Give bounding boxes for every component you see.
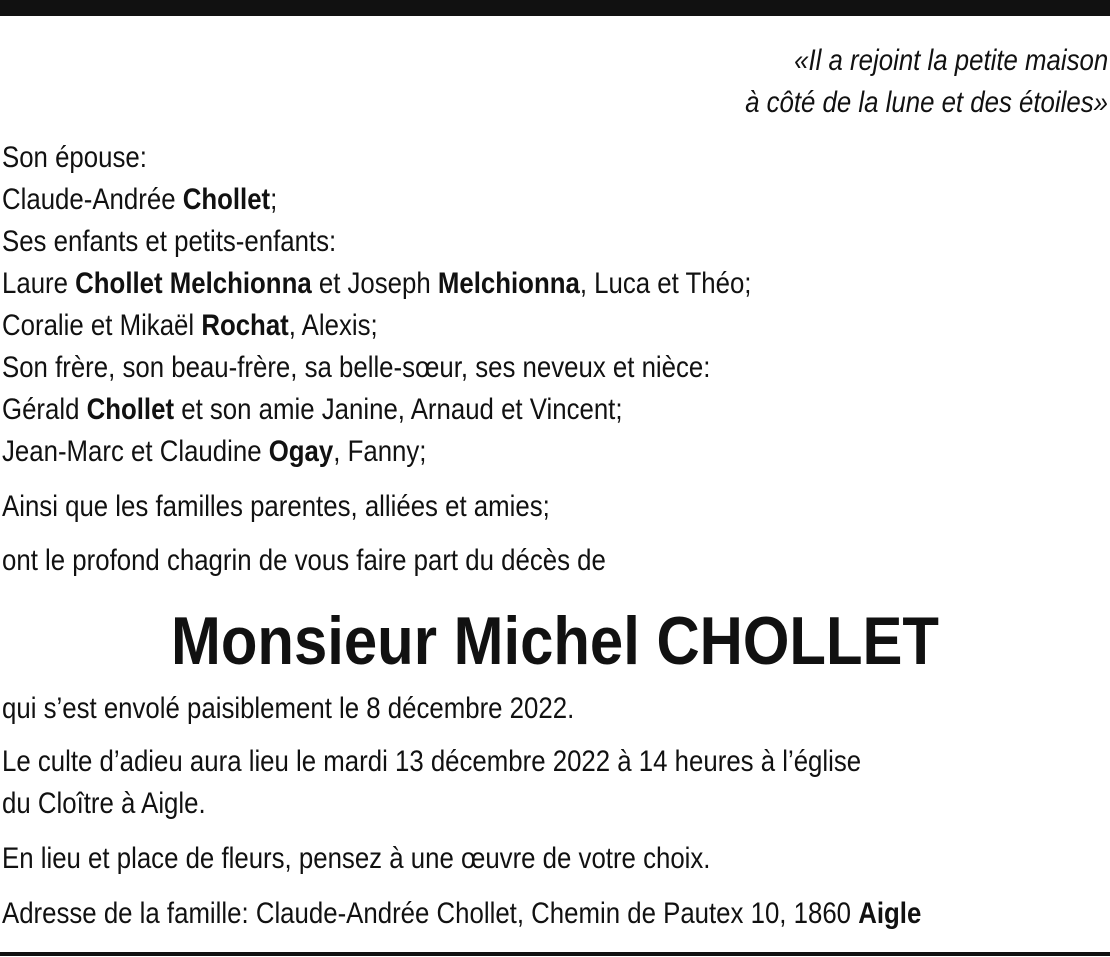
address-text: Adresse de la famille: Claude-Andrée Chollet, Chemin de Pautex 10, 1860 xyxy=(2,897,859,930)
spouse-line xyxy=(2,179,277,221)
quote-line-2: à côté de la lune et des étoiles» xyxy=(745,86,1108,119)
child-1-mid: et Joseph xyxy=(311,267,438,300)
child-1-first: Laure xyxy=(2,267,76,300)
address-city: Aigle xyxy=(858,897,922,930)
sibling-1-first: Gérald xyxy=(2,393,87,426)
announcement-line: ont le profond chagrin de vous faire part du décès de xyxy=(2,544,606,577)
passing-line: qui s’est envolé paisiblement le 8 décembre 2022. xyxy=(2,692,575,725)
top-border-rule xyxy=(0,0,1110,16)
child-2-first: Coralie et Mikaël xyxy=(2,309,202,342)
bottom-border-rule xyxy=(0,952,1110,956)
spouse-end: ; xyxy=(270,183,278,216)
spouse-heading: Son épouse: xyxy=(2,141,147,174)
siblings-line-2 xyxy=(2,431,426,473)
children-heading: Ses enfants et petits-enfants: xyxy=(2,225,337,258)
families-line: Ainsi que les familles parentes, alliées et amies; xyxy=(2,490,550,523)
family-address xyxy=(2,893,921,935)
sibling-2-end: , Fanny; xyxy=(333,435,427,468)
sibling-2-surname: Ogay xyxy=(268,435,334,468)
deceased-name: Monsieur Michel CHOLLET xyxy=(171,603,939,679)
children-line-1 xyxy=(2,263,751,305)
child-1-surname-2: Melchionna xyxy=(437,267,580,300)
spouse-first-name: Claude-Andrée xyxy=(2,183,183,216)
child-2-surname: Rochat xyxy=(201,309,289,342)
siblings-line-1 xyxy=(2,389,623,431)
quote-line-1: «Il a rejoint la petite maison xyxy=(793,44,1108,77)
children-line-2 xyxy=(2,305,378,347)
child-2-end: , Alexis; xyxy=(288,309,378,342)
sibling-1-end: et son amie Janine, Arnaud et Vincent; xyxy=(174,393,623,426)
spouse-surname: Chollet xyxy=(182,183,271,216)
sibling-2-first: Jean-Marc et Claudine xyxy=(2,435,269,468)
child-1-end: , Luca et Théo; xyxy=(579,267,752,300)
flowers-line: En lieu et place de fleurs, pensez à une œuvre de votre choix. xyxy=(2,842,711,875)
child-1-surname: Chollet Melchionna xyxy=(75,267,312,300)
siblings-heading: Son frère, son beau-frère, sa belle-sœur, ses neveux et nièce: xyxy=(2,351,711,384)
sibling-1-surname: Chollet xyxy=(86,393,175,426)
service-line-1: Le culte d’adieu aura lieu le mardi 13 décembre 2022 à 14 heures à l’église xyxy=(2,745,862,778)
service-line-2: du Cloître à Aigle. xyxy=(2,787,206,820)
